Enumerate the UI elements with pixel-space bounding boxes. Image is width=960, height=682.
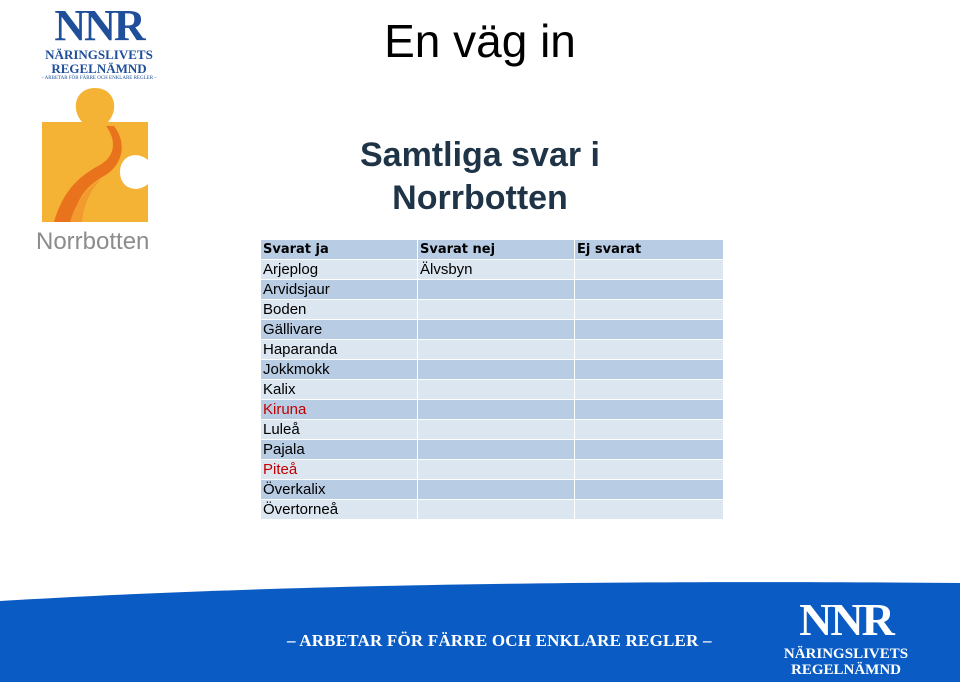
cell-svarat-ja: Pajala — [261, 440, 418, 460]
cell-ej-svarat — [575, 280, 724, 300]
cell-svarat-nej — [418, 320, 575, 340]
cell-ej-svarat — [575, 480, 724, 500]
table-row — [261, 440, 724, 460]
logo-line-2: REGELNÄMND — [51, 61, 147, 76]
cell-ej-svarat — [575, 420, 724, 440]
table-row — [261, 320, 724, 340]
cell-ej-svarat — [575, 380, 724, 400]
cell-ej-svarat — [575, 260, 724, 280]
cell-svarat-ja: Övertorneå — [261, 500, 418, 520]
cell-ej-svarat — [575, 300, 724, 320]
cell-svarat-ja: Arvidsjaur — [261, 280, 418, 300]
table-header-row — [261, 240, 724, 260]
page-title: En väg in — [384, 15, 576, 67]
cell-ej-svarat — [575, 500, 724, 520]
header-svarat-nej: Svarat nej — [418, 240, 575, 260]
cell-svarat-ja: Kiruna — [261, 400, 418, 420]
logo-line-1: NÄRINGSLIVETS — [45, 47, 153, 62]
table-row — [261, 380, 724, 400]
footer-slogan: – ARBETAR FÖR FÄRRE OCH ENKLARE REGLER – — [287, 631, 712, 650]
cell-svarat-nej — [418, 480, 575, 500]
cell-svarat-ja: Arjeplog — [261, 260, 418, 280]
table-row — [261, 460, 724, 480]
cell-svarat-ja: Haparanda — [261, 340, 418, 360]
table-row — [261, 420, 724, 440]
cell-svarat-nej — [418, 340, 575, 360]
cell-svarat-ja: Boden — [261, 300, 418, 320]
cell-svarat-nej — [418, 360, 575, 380]
cell-ej-svarat — [575, 400, 724, 420]
logo-line-2: REGELNÄMND — [790, 662, 901, 678]
table-row — [261, 500, 724, 520]
cell-svarat-ja: Jokkmokk — [261, 360, 418, 380]
subtitle — [300, 134, 660, 220]
cell-svarat-nej — [418, 400, 575, 420]
cell-svarat-nej — [418, 460, 575, 480]
region-label: Norrbotten — [36, 228, 150, 255]
table-row — [261, 400, 724, 420]
logo-line-1: NÄRINGSLIVETS — [783, 646, 909, 662]
cell-ej-svarat — [575, 340, 724, 360]
cell-ej-svarat — [575, 320, 724, 340]
cell-svarat-nej — [418, 280, 575, 300]
table-row — [261, 480, 724, 500]
table-row — [261, 340, 724, 360]
cell-svarat-ja: Piteå — [261, 460, 418, 480]
header-svarat-ja: Svarat ja — [261, 240, 418, 260]
table-row — [261, 360, 724, 380]
cell-svarat-ja: Kalix — [261, 380, 418, 400]
cell-svarat-nej — [418, 420, 575, 440]
cell-svarat-nej — [418, 380, 575, 400]
cell-svarat-nej — [418, 440, 575, 460]
table-row — [261, 260, 724, 280]
cell-ej-svarat — [575, 360, 724, 380]
logo-acronym: NNR — [54, 1, 144, 50]
table-row — [261, 280, 724, 300]
cell-ej-svarat — [575, 440, 724, 460]
cell-svarat-nej — [418, 500, 575, 520]
cell-svarat-ja: Gällivare — [261, 320, 418, 340]
subtitle-line-2: Norrbotten — [392, 179, 568, 217]
logo-acronym: NNR — [799, 594, 893, 645]
cell-svarat-ja: Luleå — [261, 420, 418, 440]
results-table — [260, 239, 724, 520]
puzzle-road-icon — [40, 86, 150, 222]
nnr-logo-bottom — [776, 594, 916, 679]
cell-ej-svarat — [575, 460, 724, 480]
subtitle-line-1: Samtliga svar i — [359, 136, 600, 174]
cell-svarat-ja: Överkalix — [261, 480, 418, 500]
header-ej-svarat: Ej svarat — [575, 240, 724, 260]
table-row — [261, 300, 724, 320]
cell-svarat-nej: Älvsbyn — [418, 260, 575, 280]
logo-tagline: – ARBETAR FÖR FÄRRE OCH ENKLARE REGLER – — [41, 76, 157, 81]
cell-svarat-nej — [418, 300, 575, 320]
